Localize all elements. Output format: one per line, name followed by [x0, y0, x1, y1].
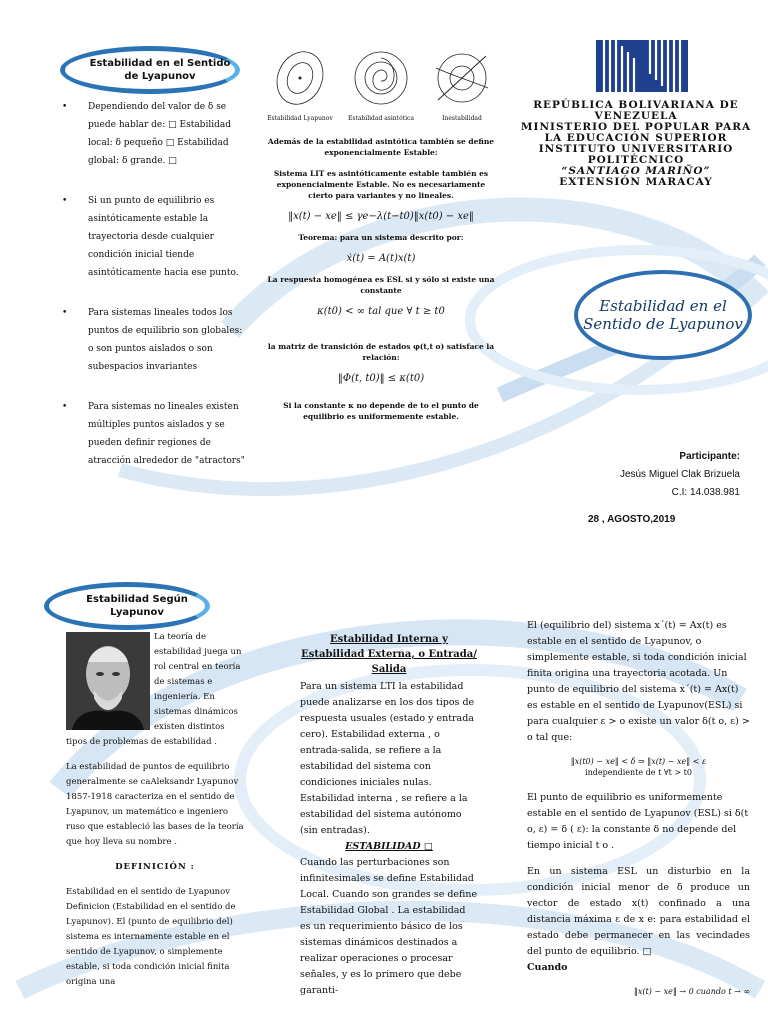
paragraph: Estabilidad en el sentido de Lyapunov Definicion (Estabilidad en el sentido de Lyapunov). El (punto de equilibrio del) sistema es internamente estable en el sentido de Lyapunov, o simplemente estable, si toda condición inicial finita origina una	[66, 887, 236, 987]
section-heading: Estabilidad Interna y Estabilidad Externa, o Entrada/ Salida	[301, 634, 477, 675]
paragraph: El (equilibrio del) sistema x´(t) = Ax(t) es estable en el sentido de Lyapunov, o simplemente estable, si toda condición inicial finita origina una trayectoria acotada. Un punto de equilibrio del sistema x´(t) = Ax(t) es estable en el sentido de Lyapunov(ESL) si para cualquier ε > o existe un valor δ(t o, ε) > o tal que:	[527, 620, 750, 743]
paragraph: Para un sistema LTI la estabilidad puede analizarse en los dos tipos de respuesta usuales (estado y entrada cero). Estabilidad externa , o entrada-salida, se refiere a la estabilidad del sistema con condiciones iniciales nulas. Estabilidad interna , se refiere a la estabilidad del sistema autónomo (sin entradas).	[300, 681, 475, 836]
list-item: • Para sistemas no lineales existen múltiples puntos aislados y se pueden definir regiones de atracción alrededor de "atractors"	[62, 398, 248, 470]
paragraph: El punto de equilibrio es uniformemente estable en el sentido de Lyapunov (ESL) si δ(t o, ε) = δ ( ε): la constante δ no depende del tiempo inicial t o .	[527, 792, 749, 851]
paragraph: La teoría de estabilidad juega un rol central en teoría de sistemas e ingeniería. En sistemas dinámicos existen distintos tipos de problemas de estabilidad .	[66, 632, 242, 747]
paragraph: En un sistema ESL un disturbio en la condición inicial menor de δ produce un vector de estado x(t) confinado a una distancia máxima ε de x e: para estabilidad el estado debe permanecer en las vecindades del punto de equilibrio. □	[527, 866, 750, 957]
figure-inestabilidad: Inestabilidad	[428, 48, 496, 124]
date-label: 28 , AGOSTO,2019	[588, 514, 676, 525]
column-internal-external	[300, 632, 478, 999]
paragraph: Sistema LIT es asintóticamente estable también es exponencialmente Estable. No es necesariamente cierto para variantes y no lineales.	[273, 169, 489, 200]
stability-figures	[266, 48, 496, 124]
paragraph: Además de la estabilidad asintótica también se define exponencialmente Estable:	[267, 137, 495, 157]
participant-block: Participante: Jesús Miguel Clak Brizuela C.I: 14.038.981	[619, 451, 740, 498]
brochure-inside	[0, 570, 768, 1024]
paragraph: Si la constante κ no depende de to el punto de equilibrio es uniformemente estable.	[283, 401, 479, 421]
lyapunov-portrait	[66, 632, 150, 730]
figure-asintotica: Estabilidad asintótica	[347, 48, 415, 124]
equation: ‖x(t0) − xe‖ < δ ⇒ ‖x(t) − xe‖ < ε independiente de t ∀t > t0	[570, 757, 707, 777]
bullet-column	[62, 98, 248, 492]
list-item: • Para sistemas lineales todos los puntos de equilibrio son globales: o son puntos aislados o son subespacios invariantes	[62, 304, 248, 376]
institution-header: REPÚBLICA BOLIVARIANA DE VENEZUELA MINISTERIO DEL POPULAR PARA LA EDUCACIÓN SUPERIOR INSTITUTO UNIVERSITARIO POLITÉCNICO “SANTIAGO MARIÑO” EXTENSIÓN MARACAY	[520, 99, 752, 188]
paragraph: Teorema: para un sistema descrito por:	[298, 233, 464, 242]
equation: ‖Φ(t, t0)‖ ≤ κ(t0)	[337, 373, 425, 384]
equation: ‖x(t) − xe‖ → 0 cuando t → ∞	[633, 987, 750, 996]
column-esl-definition	[527, 618, 750, 1009]
section-tag-segun-lyapunov: Estabilidad Según Lyapunov	[44, 582, 210, 630]
subheading: ESTABILIDAD □	[345, 841, 433, 852]
section-tag-lyapunov: Estabilidad en el Sentido de Lyapunov	[60, 46, 240, 94]
list-item: • Si un punto de equilibrio es asintóticamente estable la trayectoria desde cualquier condición inicial tiende asintóticamente hacia ese punto.	[62, 192, 248, 282]
paragraph: La estabilidad de puntos de equilibrio generalmente se caAleksandr Lyapunov 1857-1918 caracteriza en el sentido de Lyapunov, un matemático e ingeniero ruso que estableció las bases de la teoría que hoy lleva su nombre .	[66, 762, 244, 847]
equation: ‖x(t) − xe‖ ≤ γe−λ(t−t0)‖x(t0) − xe‖	[288, 211, 474, 222]
column-theory	[66, 630, 244, 998]
equation: κ(t0) < ∞ tal que ∀ t ≥ t0	[317, 306, 445, 317]
paragraph: Cuando las perturbaciones son infinitesimales se define Estabilidad Local. Cuando son grandes se define Estabilidad Global . La estabilidad es un requerimiento básico de los sistemas dinámicos destinados a realizar operaciones o procesar señales, y es lo primero que debe garanti-	[300, 857, 478, 996]
paragraph: La respuesta homogénea es ESL si y sólo si existe una constante	[267, 275, 495, 295]
stability-theory-column	[266, 48, 496, 432]
institute-logo	[596, 40, 688, 92]
equation: ẋ(t) = A(t)x(t)	[346, 253, 416, 264]
paragraph: la matriz de transición de estados φ(t,t o) satisface la relación:	[267, 342, 495, 362]
figure-lyapunov: Estabilidad Lyapunov	[266, 48, 334, 124]
cover-title: Estabilidad en el Sentido de Lyapunov	[574, 270, 752, 360]
list-item: • Dependiendo del valor de δ se puede hablar de: □ Estabilidad local: δ pequeño □ Estabilidad global: δ grande. □	[62, 98, 248, 170]
paragraph: Cuando	[527, 962, 568, 973]
definition-title: DEFINICIÓN :	[115, 862, 195, 872]
